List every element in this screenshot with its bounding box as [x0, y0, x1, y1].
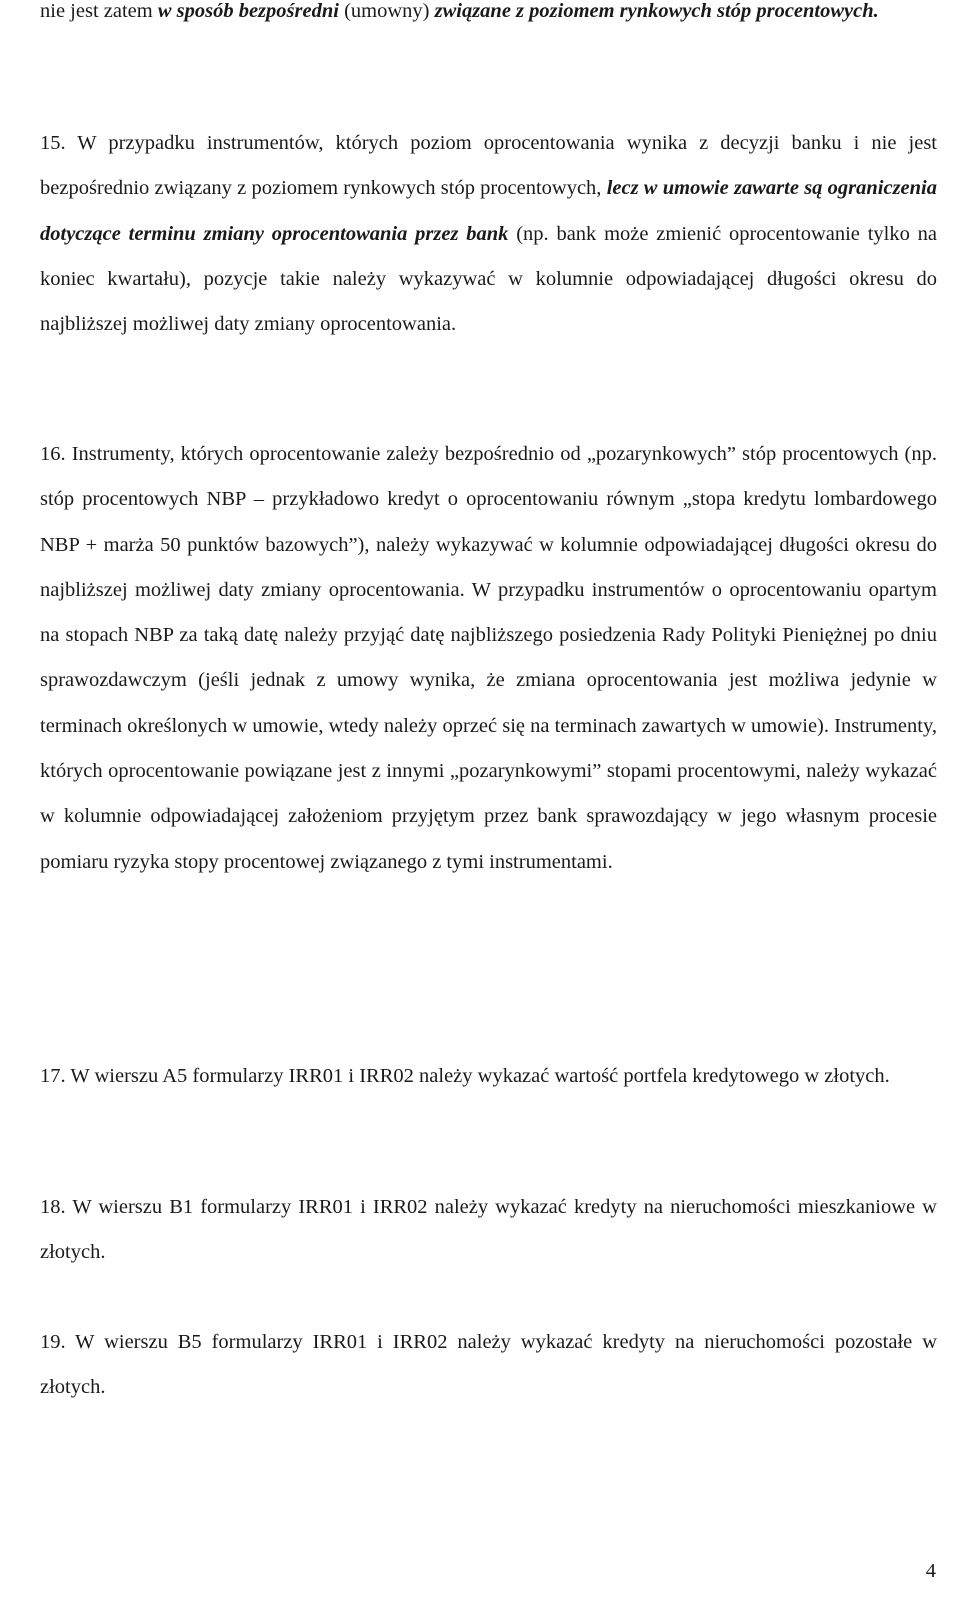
paragraph-continuation — [40, 0, 937, 33]
text-run: Instrumenty, których oprocentowanie zależy bezpośrednio od „pozarynkowych” stóp procentowych (np. stóp procentowych NBP – przykładowo kredyt o oprocentowaniu równym „stopa kredytu lombardowego NBP + marża 50 punktów bazowych”), należy wykazywać w kolumnie odpowiadającej długości okresu do najbliższej możliwej daty zmiany oprocentowania. W przypadku instrumentów o oprocentowaniu opartym na stopach NBP za taką datę należy przyjąć datę najbliższego posiedzenia Rady Polityki Pieniężnej po dniu sprawozdawczym (jeśli jednak z umowy wynika, że zmiana oprocentowania jest możliwa jedynie w terminach określonych w umowie, wtedy należy oprzeć się na terminach zawartych w umowie). Instrumenty, których oprocentowanie powiązane jest z innymi „pozarynkowymi” stopami procentowymi, należy wykazać w kolumnie odpowiadającej założeniom przyjętym przez bank sprawozdający w jego własnym procesie pomiaru ryzyka stopy procentowej związanego z tymi instrumentami. — [40, 443, 937, 873]
text-run: W przypadku instrumentów, których poziom oprocentowania wynika z decyzji banku i nie jest bezpośrednio związany z poziomem rynkowych stóp procentowych, — [40, 132, 937, 200]
paragraph-number: 17. — [40, 1065, 66, 1087]
text-run: (umowny) — [338, 0, 435, 22]
bold-italic-run: w sposób bezpośredni — [157, 0, 339, 22]
paragraph-16 — [40, 432, 937, 885]
paragraph-17 — [40, 1054, 937, 1099]
paragraph-number: 16. — [40, 443, 66, 465]
paragraph-number: 18. — [40, 1196, 66, 1218]
text-run: (np. bank może zmienić oprocentowanie tylko na koniec kwartału), pozycje takie należy wykazywać w kolumnie odpowiadającej długości okresu do najbliższej możliwej daty zmiany oprocentowania. — [40, 222, 937, 336]
text-run: W wierszu B1 formularzy IRR01 i IRR02 należy wykazać kredyty na nieruchomości mieszkaniowe w złotych. — [40, 1196, 937, 1264]
bold-italic-run: związane z poziomem rynkowych stóp procentowych. — [434, 0, 879, 22]
text-run: W wierszu B5 formularzy IRR01 i IRR02 należy wykazać kredyty na nieruchomości pozostałe w złotych. — [40, 1331, 937, 1399]
paragraph-number: 15. — [40, 132, 66, 154]
paragraph-number: 19. — [40, 1331, 66, 1353]
paragraph-19 — [40, 1320, 937, 1411]
paragraph-18 — [40, 1185, 937, 1276]
bold-italic-run: lecz w umowie zawarte są ograniczenia dotyczące terminu zmiany oprocentowania przez bank — [40, 177, 938, 245]
text-run: W wierszu A5 formularzy IRR01 i IRR02 należy wykazać wartość portfela kredytowego w złotych. — [65, 1065, 890, 1087]
paragraph-15 — [40, 121, 937, 347]
text-run: nie jest zatem — [40, 0, 158, 22]
page-number: 4 — [925, 1560, 936, 1582]
